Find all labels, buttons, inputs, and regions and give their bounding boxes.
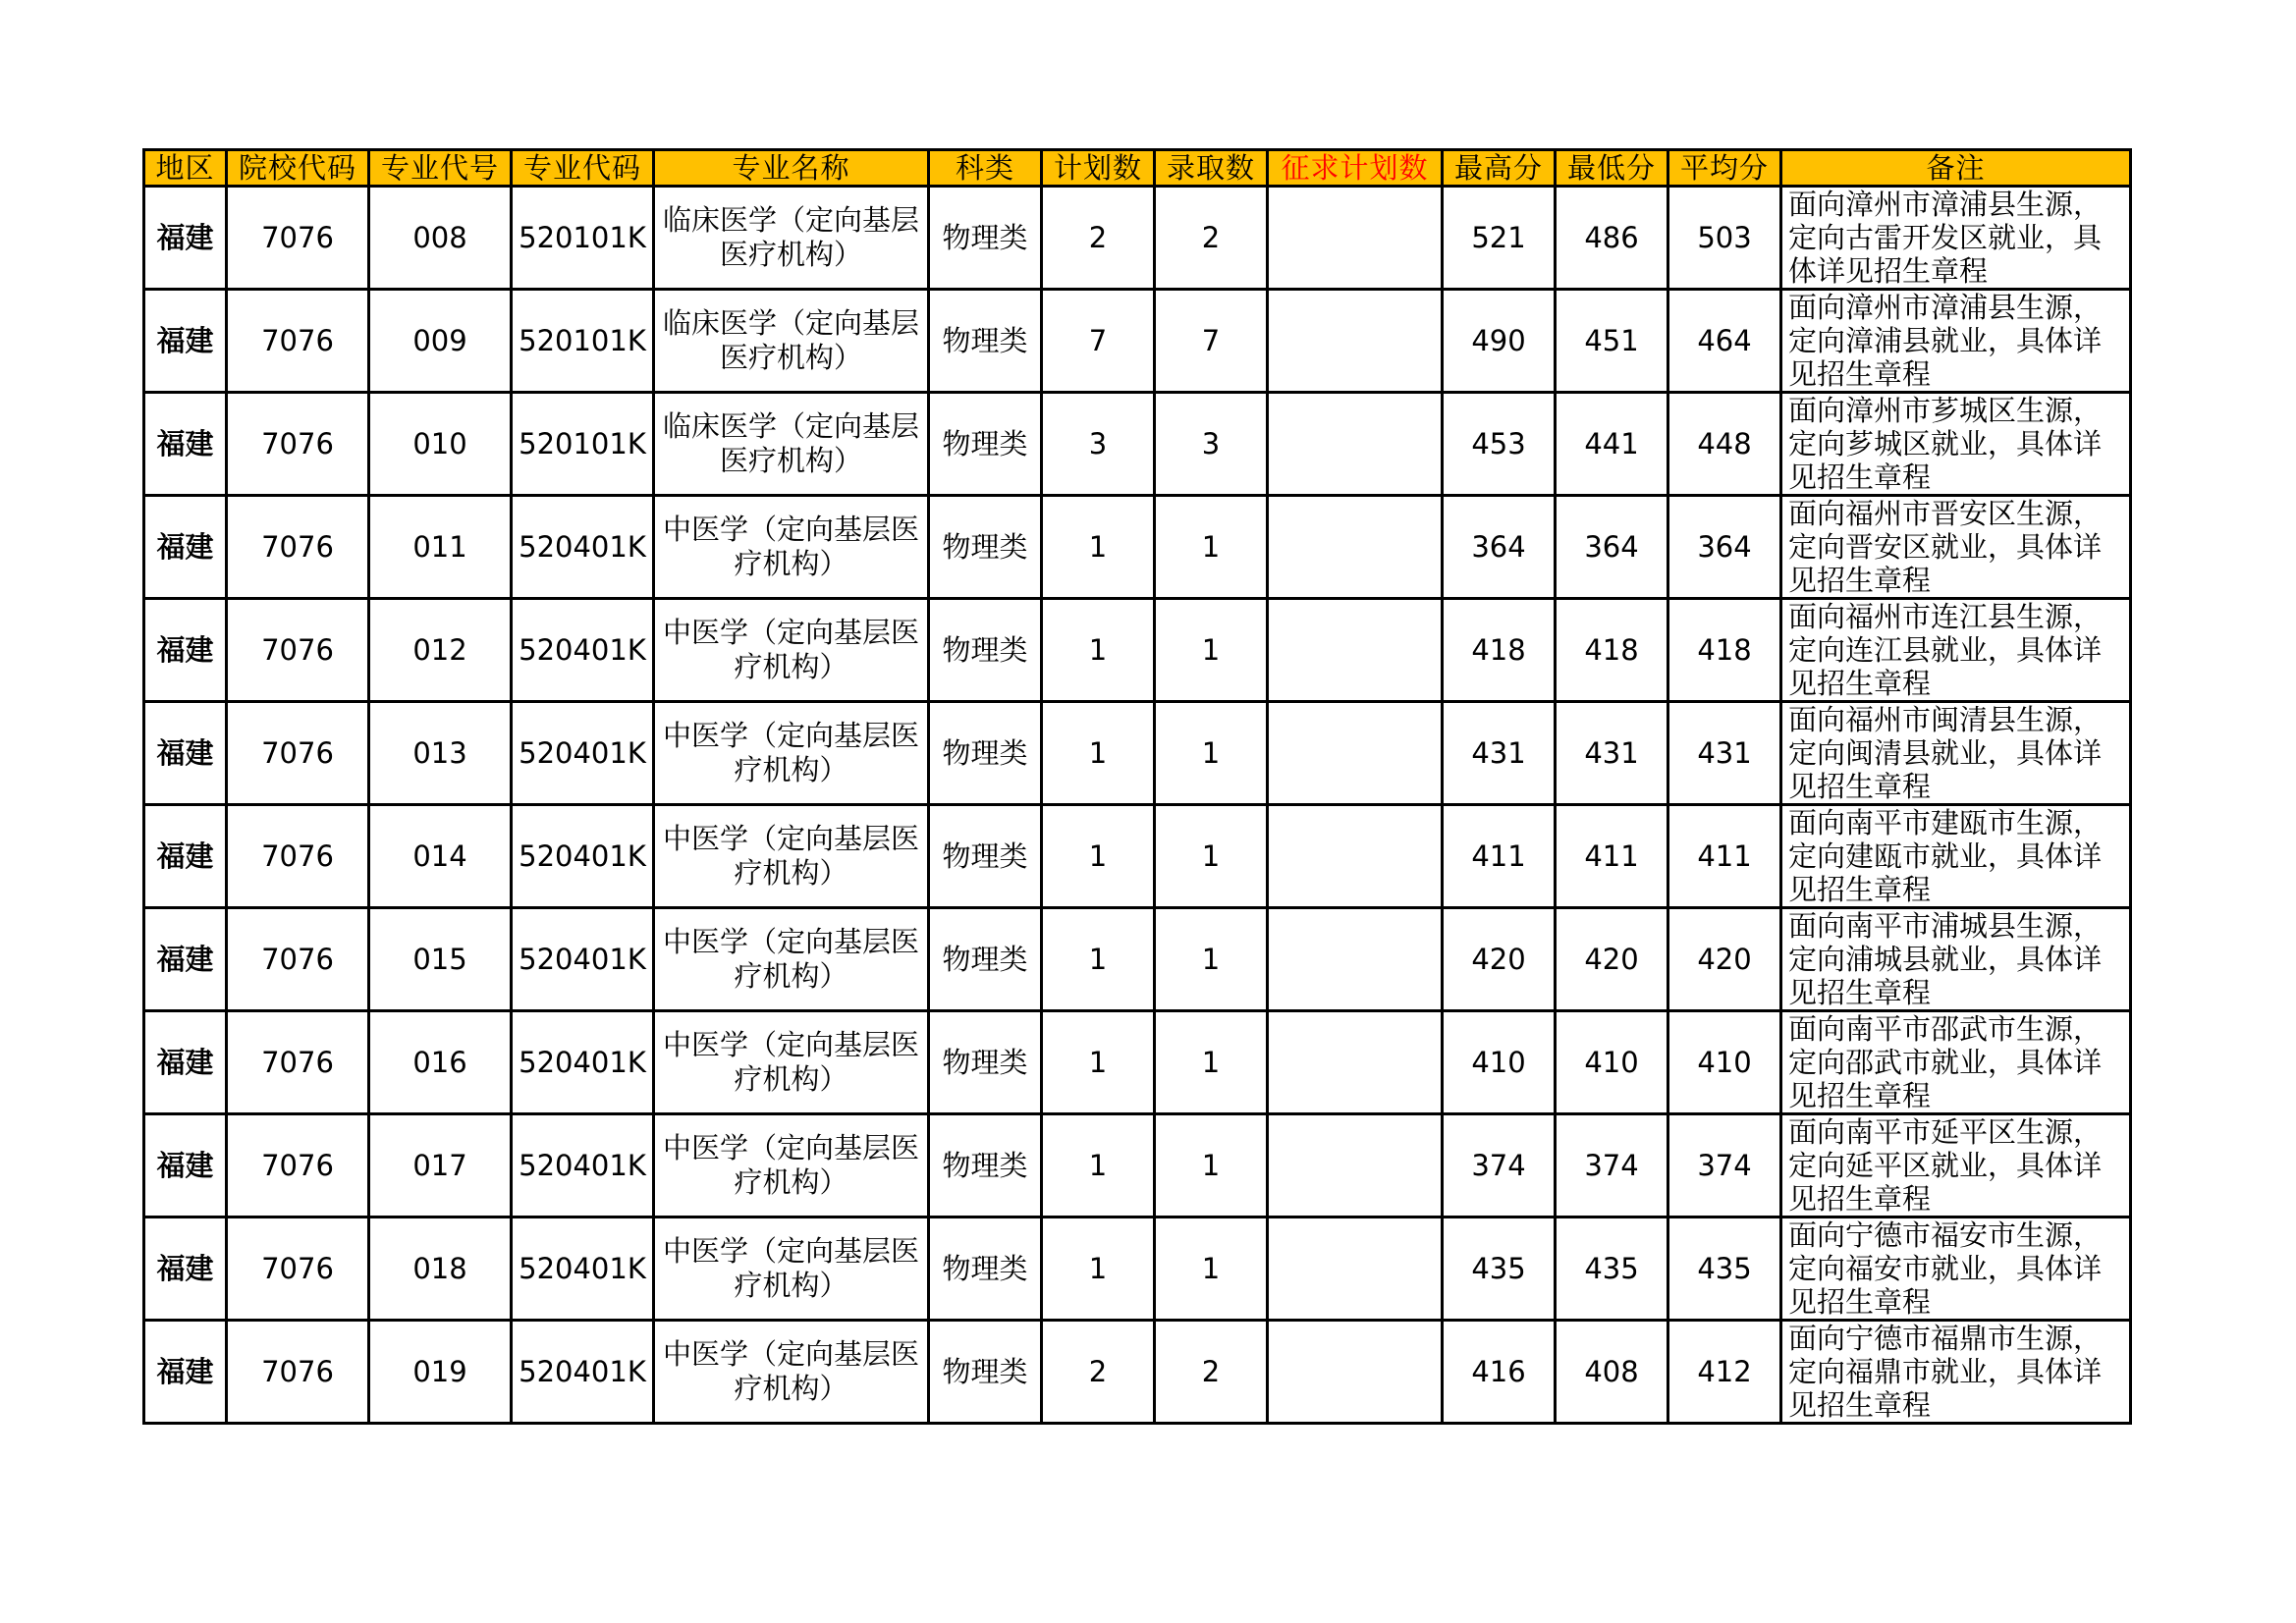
major-code-cell: 520401K: [512, 1114, 654, 1217]
min-score-cell: 408: [1556, 1321, 1668, 1424]
remarks-cell: 面向南平市延平区生源，定向延平区就业，具体详见招生章程: [1781, 1114, 2131, 1217]
region-cell: 福建: [144, 1114, 227, 1217]
solicited-plan-cell: [1268, 599, 1443, 702]
region-cell: 福建: [144, 187, 227, 290]
region-cell: 福建: [144, 496, 227, 599]
header-solicited-plan-count: 征求计划数: [1268, 150, 1443, 187]
major-name-cell: 中医学（定向基层医疗机构）: [654, 496, 929, 599]
admitted-count-cell: 3: [1155, 393, 1268, 496]
major-code-cell: 520101K: [512, 290, 654, 393]
major-name-cell: 中医学（定向基层医疗机构）: [654, 702, 929, 805]
admitted-count-cell: 1: [1155, 1011, 1268, 1114]
major-number-cell: 019: [369, 1321, 512, 1424]
region-cell: 福建: [144, 1011, 227, 1114]
avg-score-cell: 418: [1668, 599, 1781, 702]
admitted-count-cell: 1: [1155, 702, 1268, 805]
major-number-cell: 009: [369, 290, 512, 393]
subject-category-cell: 物理类: [929, 1011, 1042, 1114]
major-number-cell: 014: [369, 805, 512, 908]
header-major-code: 专业代码: [512, 150, 654, 187]
remarks-cell: 面向漳州市漳浦县生源，定向古雷开发区就业，具体详见招生章程: [1781, 187, 2131, 290]
major-number-cell: 017: [369, 1114, 512, 1217]
major-code-cell: 520401K: [512, 908, 654, 1011]
max-score-cell: 418: [1443, 599, 1556, 702]
major-name-cell: 中医学（定向基层医疗机构）: [654, 1217, 929, 1321]
max-score-cell: 490: [1443, 290, 1556, 393]
solicited-plan-cell: [1268, 1114, 1443, 1217]
table-row: [144, 496, 2131, 599]
major-number-cell: 018: [369, 1217, 512, 1321]
header-avg-score: 平均分: [1668, 150, 1781, 187]
header-school-code: 院校代码: [227, 150, 369, 187]
subject-category-cell: 物理类: [929, 599, 1042, 702]
subject-category-cell: 物理类: [929, 290, 1042, 393]
solicited-plan-cell: [1268, 908, 1443, 1011]
min-score-cell: 486: [1556, 187, 1668, 290]
solicited-plan-cell: [1268, 187, 1443, 290]
header-subject-category: 科类: [929, 150, 1042, 187]
remarks-cell: 面向福州市晋安区生源，定向晋安区就业，具体详见招生章程: [1781, 496, 2131, 599]
major-name-cell: 临床医学（定向基层医疗机构）: [654, 187, 929, 290]
plan-count-cell: 1: [1042, 1217, 1155, 1321]
remarks-cell: 面向南平市建瓯市生源，定向建瓯市就业，具体详见招生章程: [1781, 805, 2131, 908]
school-code-cell: 7076: [227, 599, 369, 702]
header-admitted-count: 录取数: [1155, 150, 1268, 187]
major-number-cell: 016: [369, 1011, 512, 1114]
table-row: [144, 290, 2131, 393]
min-score-cell: 411: [1556, 805, 1668, 908]
school-code-cell: 7076: [227, 805, 369, 908]
remarks-cell: 面向福州市连江县生源，定向连江县就业，具体详见招生章程: [1781, 599, 2131, 702]
table-row: [144, 599, 2131, 702]
table-row: [144, 702, 2131, 805]
major-name-cell: 中医学（定向基层医疗机构）: [654, 805, 929, 908]
region-cell: 福建: [144, 805, 227, 908]
admission-table: [142, 148, 2132, 1425]
remarks-cell: 面向漳州市芗城区生源，定向芗城区就业，具体详见招生章程: [1781, 393, 2131, 496]
min-score-cell: 374: [1556, 1114, 1668, 1217]
plan-count-cell: 2: [1042, 1321, 1155, 1424]
plan-count-cell: 1: [1042, 702, 1155, 805]
major-name-cell: 中医学（定向基层医疗机构）: [654, 908, 929, 1011]
header-row: [144, 150, 2131, 187]
avg-score-cell: 420: [1668, 908, 1781, 1011]
subject-category-cell: 物理类: [929, 702, 1042, 805]
table-row: [144, 908, 2131, 1011]
remarks-cell: 面向宁德市福鼎市生源，定向福鼎市就业，具体详见招生章程: [1781, 1321, 2131, 1424]
solicited-plan-cell: [1268, 805, 1443, 908]
admitted-count-cell: 1: [1155, 805, 1268, 908]
min-score-cell: 451: [1556, 290, 1668, 393]
solicited-plan-cell: [1268, 393, 1443, 496]
subject-category-cell: 物理类: [929, 393, 1042, 496]
table-row: [144, 393, 2131, 496]
major-code-cell: 520101K: [512, 393, 654, 496]
region-cell: 福建: [144, 290, 227, 393]
subject-category-cell: 物理类: [929, 496, 1042, 599]
major-code-cell: 520101K: [512, 187, 654, 290]
school-code-cell: 7076: [227, 908, 369, 1011]
region-cell: 福建: [144, 908, 227, 1011]
avg-score-cell: 448: [1668, 393, 1781, 496]
min-score-cell: 418: [1556, 599, 1668, 702]
min-score-cell: 431: [1556, 702, 1668, 805]
plan-count-cell: 2: [1042, 187, 1155, 290]
plan-count-cell: 1: [1042, 1114, 1155, 1217]
table-row: [144, 187, 2131, 290]
region-cell: 福建: [144, 1217, 227, 1321]
max-score-cell: 431: [1443, 702, 1556, 805]
major-code-cell: 520401K: [512, 496, 654, 599]
subject-category-cell: 物理类: [929, 908, 1042, 1011]
header-region: 地区: [144, 150, 227, 187]
solicited-plan-cell: [1268, 1217, 1443, 1321]
solicited-plan-cell: [1268, 702, 1443, 805]
major-number-cell: 015: [369, 908, 512, 1011]
admitted-count-cell: 7: [1155, 290, 1268, 393]
plan-count-cell: 1: [1042, 908, 1155, 1011]
major-name-cell: 中医学（定向基层医疗机构）: [654, 1114, 929, 1217]
solicited-plan-cell: [1268, 1321, 1443, 1424]
table-row: [144, 1321, 2131, 1424]
school-code-cell: 7076: [227, 1011, 369, 1114]
min-score-cell: 410: [1556, 1011, 1668, 1114]
remarks-cell: 面向南平市邵武市生源，定向邵武市就业，具体详见招生章程: [1781, 1011, 2131, 1114]
table-row: [144, 805, 2131, 908]
plan-count-cell: 1: [1042, 599, 1155, 702]
min-score-cell: 435: [1556, 1217, 1668, 1321]
avg-score-cell: 410: [1668, 1011, 1781, 1114]
major-name-cell: 中医学（定向基层医疗机构）: [654, 1011, 929, 1114]
school-code-cell: 7076: [227, 187, 369, 290]
plan-count-cell: 3: [1042, 393, 1155, 496]
admitted-count-cell: 1: [1155, 1217, 1268, 1321]
major-number-cell: 013: [369, 702, 512, 805]
admitted-count-cell: 1: [1155, 908, 1268, 1011]
major-name-cell: 中医学（定向基层医疗机构）: [654, 599, 929, 702]
major-code-cell: 520401K: [512, 599, 654, 702]
avg-score-cell: 411: [1668, 805, 1781, 908]
plan-count-cell: 1: [1042, 805, 1155, 908]
admitted-count-cell: 1: [1155, 1114, 1268, 1217]
header-max-score: 最高分: [1443, 150, 1556, 187]
school-code-cell: 7076: [227, 702, 369, 805]
school-code-cell: 7076: [227, 393, 369, 496]
min-score-cell: 420: [1556, 908, 1668, 1011]
major-code-cell: 520401K: [512, 1321, 654, 1424]
region-cell: 福建: [144, 1321, 227, 1424]
header-plan-count: 计划数: [1042, 150, 1155, 187]
table-row: [144, 1114, 2131, 1217]
major-name-cell: 临床医学（定向基层医疗机构）: [654, 393, 929, 496]
header-remarks: 备注: [1781, 150, 2131, 187]
remarks-cell: 面向漳州市漳浦县生源，定向漳浦县就业，具体详见招生章程: [1781, 290, 2131, 393]
admitted-count-cell: 1: [1155, 496, 1268, 599]
max-score-cell: 435: [1443, 1217, 1556, 1321]
table-row: [144, 1011, 2131, 1114]
max-score-cell: 453: [1443, 393, 1556, 496]
region-cell: 福建: [144, 599, 227, 702]
header-min-score: 最低分: [1556, 150, 1668, 187]
school-code-cell: 7076: [227, 1217, 369, 1321]
avg-score-cell: 464: [1668, 290, 1781, 393]
header-major-number: 专业代号: [369, 150, 512, 187]
solicited-plan-cell: [1268, 496, 1443, 599]
max-score-cell: 374: [1443, 1114, 1556, 1217]
admitted-count-cell: 2: [1155, 1321, 1268, 1424]
remarks-cell: 面向福州市闽清县生源，定向闽清县就业，具体详见招生章程: [1781, 702, 2131, 805]
major-code-cell: 520401K: [512, 805, 654, 908]
subject-category-cell: 物理类: [929, 187, 1042, 290]
remarks-cell: 面向宁德市福安市生源，定向福安市就业，具体详见招生章程: [1781, 1217, 2131, 1321]
avg-score-cell: 412: [1668, 1321, 1781, 1424]
min-score-cell: 364: [1556, 496, 1668, 599]
plan-count-cell: 1: [1042, 496, 1155, 599]
subject-category-cell: 物理类: [929, 805, 1042, 908]
region-cell: 福建: [144, 393, 227, 496]
major-number-cell: 010: [369, 393, 512, 496]
admitted-count-cell: 2: [1155, 187, 1268, 290]
school-code-cell: 7076: [227, 1321, 369, 1424]
major-name-cell: 中医学（定向基层医疗机构）: [654, 1321, 929, 1424]
avg-score-cell: 431: [1668, 702, 1781, 805]
max-score-cell: 410: [1443, 1011, 1556, 1114]
max-score-cell: 420: [1443, 908, 1556, 1011]
region-cell: 福建: [144, 702, 227, 805]
max-score-cell: 521: [1443, 187, 1556, 290]
solicited-plan-cell: [1268, 290, 1443, 393]
admitted-count-cell: 1: [1155, 599, 1268, 702]
avg-score-cell: 374: [1668, 1114, 1781, 1217]
major-number-cell: 008: [369, 187, 512, 290]
table-row: [144, 1217, 2131, 1321]
solicited-plan-cell: [1268, 1011, 1443, 1114]
header-major-name: 专业名称: [654, 150, 929, 187]
plan-count-cell: 7: [1042, 290, 1155, 393]
remarks-cell: 面向南平市浦城县生源，定向浦城县就业，具体详见招生章程: [1781, 908, 2131, 1011]
avg-score-cell: 364: [1668, 496, 1781, 599]
major-number-cell: 012: [369, 599, 512, 702]
major-name-cell: 临床医学（定向基层医疗机构）: [654, 290, 929, 393]
subject-category-cell: 物理类: [929, 1114, 1042, 1217]
avg-score-cell: 503: [1668, 187, 1781, 290]
avg-score-cell: 435: [1668, 1217, 1781, 1321]
school-code-cell: 7076: [227, 290, 369, 393]
table-body: [144, 187, 2131, 1424]
major-code-cell: 520401K: [512, 1217, 654, 1321]
subject-category-cell: 物理类: [929, 1321, 1042, 1424]
major-code-cell: 520401K: [512, 702, 654, 805]
max-score-cell: 416: [1443, 1321, 1556, 1424]
school-code-cell: 7076: [227, 1114, 369, 1217]
max-score-cell: 411: [1443, 805, 1556, 908]
plan-count-cell: 1: [1042, 1011, 1155, 1114]
subject-category-cell: 物理类: [929, 1217, 1042, 1321]
min-score-cell: 441: [1556, 393, 1668, 496]
major-number-cell: 011: [369, 496, 512, 599]
major-code-cell: 520401K: [512, 1011, 654, 1114]
school-code-cell: 7076: [227, 496, 369, 599]
max-score-cell: 364: [1443, 496, 1556, 599]
